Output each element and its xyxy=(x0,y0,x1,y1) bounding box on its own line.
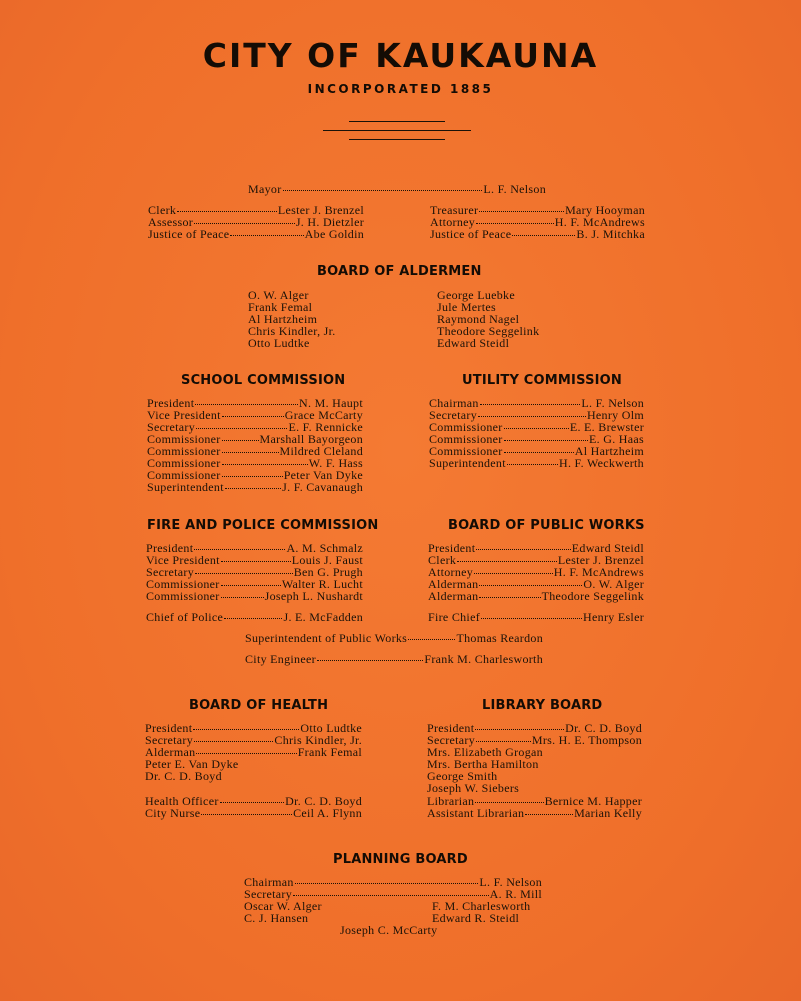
role-label: President xyxy=(428,541,476,555)
official-row-mayor xyxy=(248,183,546,195)
planning-member: Joseph C. McCarty xyxy=(340,923,438,937)
member-name: Thomas Reardon xyxy=(456,631,543,645)
health-member: Dr. C. D. Boyd xyxy=(145,769,222,783)
member-name: E. G. Haas xyxy=(589,432,644,446)
chief-of-police-row xyxy=(146,611,363,623)
member-name: Frank Femal xyxy=(297,745,362,759)
library-member: Mrs. Elizabeth Grogan xyxy=(427,745,543,759)
member-name: Lester J. Brenzel xyxy=(557,553,644,567)
fire-chief-row xyxy=(428,611,644,623)
member-name: Marshall Bayorgeon xyxy=(259,432,363,446)
alderman-name: Edward Steidl xyxy=(437,336,510,350)
member-name: Henry Esler xyxy=(583,610,644,624)
alderman-name: O. W. Alger xyxy=(248,288,309,302)
alderman-name: Al Hartzheim xyxy=(248,312,318,326)
public-works-row xyxy=(428,590,644,602)
official-label: Attorney xyxy=(430,215,476,229)
member-name: Bernice M. Happer xyxy=(544,794,642,808)
member-name: O. W. Alger xyxy=(583,577,644,591)
alderman-name: George Luebke xyxy=(437,288,515,302)
heading-utility-commission: UTILITY COMMISSION xyxy=(462,373,622,388)
member-name: W. F. Hass xyxy=(308,456,363,470)
heading-school-commission: SCHOOL COMMISSION xyxy=(181,373,346,388)
divider-rule xyxy=(323,130,471,131)
role-label: Clerk xyxy=(428,553,457,567)
official-label: Treasurer xyxy=(430,203,479,217)
heading-board-of-aldermen: BOARD OF ALDERMEN xyxy=(317,264,482,279)
role-label: Health Officer xyxy=(145,794,219,808)
page-title: CITY OF KAUKAUNA xyxy=(202,36,599,75)
official-name: B. J. Mitchka xyxy=(576,227,645,241)
role-label: Secretary xyxy=(147,420,196,434)
role-label: Commissioner xyxy=(146,577,220,591)
planning-member: Oscar W. Alger xyxy=(244,899,322,913)
city-engineer-row xyxy=(245,653,543,665)
role-label: Commissioner xyxy=(147,444,221,458)
heading-board-of-health: BOARD OF HEALTH xyxy=(189,698,329,713)
member-name: J. F. Cavanaugh xyxy=(282,480,363,494)
divider-rule xyxy=(349,121,445,122)
member-name: Theodore Seggelink xyxy=(541,589,644,603)
role-label: Vice President xyxy=(147,408,221,422)
member-name: Frank M. Charlesworth xyxy=(424,652,543,666)
member-name: Walter R. Lucht xyxy=(281,577,363,591)
member-name: Joseph L. Nushardt xyxy=(264,589,363,603)
role-label: President xyxy=(147,396,195,410)
heading-planning-board: PLANNING BOARD xyxy=(333,852,468,867)
planning-member: Edward R. Steidl xyxy=(432,911,520,925)
member-name: N. M. Haupt xyxy=(299,396,363,410)
role-label: Vice President xyxy=(146,553,220,567)
member-name: H. F. McAndrews xyxy=(553,565,644,579)
member-name: L. F. Nelson xyxy=(581,396,644,410)
official-label: Mayor xyxy=(248,182,282,196)
role-label: Fire Chief xyxy=(428,610,480,624)
role-label: City Engineer xyxy=(245,652,316,666)
official-name: L. F. Nelson xyxy=(483,182,546,196)
alderman-name: Raymond Nagel xyxy=(437,312,520,326)
alderman-name: Chris Kindler, Jr. xyxy=(248,324,336,338)
member-name: A. M. Schmalz xyxy=(286,541,363,555)
member-name: Dr. C. D. Boyd xyxy=(285,794,362,808)
official-name: Mary Hooyman xyxy=(565,203,645,217)
role-label: Commissioner xyxy=(429,444,503,458)
role-label: Commissioner xyxy=(147,468,221,482)
library-member: George Smith xyxy=(427,769,498,783)
page-subtitle: INCORPORATED 1885 xyxy=(307,82,494,96)
role-label: Chairman xyxy=(244,875,294,889)
library-member: Joseph W. Siebers xyxy=(427,781,520,795)
member-name: Ceil A. Flynn xyxy=(293,806,362,820)
member-name: Peter Van Dyke xyxy=(283,468,363,482)
member-name: Mildred Cleland xyxy=(279,444,363,458)
role-label: Secretary xyxy=(429,408,478,422)
alderman-name: Frank Femal xyxy=(248,300,313,314)
member-name: Henry Olm xyxy=(586,408,644,422)
member-name: Mrs. H. E. Thompson xyxy=(531,733,642,747)
role-label: Commissioner xyxy=(147,456,221,470)
official-name: Abe Goldin xyxy=(304,227,364,241)
role-label: President xyxy=(145,721,193,735)
role-label: Alderman xyxy=(145,745,196,759)
fire-police-row xyxy=(146,590,363,602)
alderman-name: Theodore Seggelink xyxy=(437,324,540,338)
role-label: Assistant Librarian xyxy=(427,806,525,820)
role-label: Secretary xyxy=(427,733,476,747)
member-name: E. F. Rennicke xyxy=(288,420,363,434)
planning-member: C. J. Hansen xyxy=(244,911,309,925)
role-label: Commissioner xyxy=(429,420,503,434)
role-label: Secretary xyxy=(244,887,293,901)
official-name: J. H. Dietzler xyxy=(295,215,364,229)
member-name: J. E. McFadden xyxy=(283,610,363,624)
official-label: Clerk xyxy=(148,203,177,217)
member-name: Ben G. Prugh xyxy=(293,565,363,579)
role-label: President xyxy=(427,721,475,735)
utility-row xyxy=(429,457,644,469)
official-name: H. F. McAndrews xyxy=(554,215,645,229)
member-name: Dr. C. D. Boyd xyxy=(565,721,642,735)
city-nurse-row xyxy=(145,807,362,819)
official-name: Lester J. Brenzel xyxy=(277,203,364,217)
library-member: Mrs. Bertha Hamilton xyxy=(427,757,539,771)
role-label: Secretary xyxy=(145,733,194,747)
role-label: Alderman xyxy=(428,589,479,603)
role-label: City Nurse xyxy=(145,806,201,820)
role-label: Commissioner xyxy=(146,589,220,603)
member-name: Marian Kelly xyxy=(574,806,642,820)
role-label: Secretary xyxy=(146,565,195,579)
supt-public-works-row xyxy=(245,632,543,644)
official-label: Assessor xyxy=(148,215,194,229)
member-name: Al Hartzheim xyxy=(574,444,644,458)
role-label: Superintendent xyxy=(147,480,224,494)
member-name: A. R. Mill xyxy=(489,887,542,901)
heading-board-of-public-works: BOARD OF PUBLIC WORKS xyxy=(448,518,645,533)
member-name: H. F. Weckwerth xyxy=(558,456,644,470)
member-name: Otto Ludtke xyxy=(300,721,362,735)
role-label: Commissioner xyxy=(147,432,221,446)
role-label: Commissioner xyxy=(429,432,503,446)
role-label: President xyxy=(146,541,194,555)
planning-member: F. M. Charlesworth xyxy=(432,899,531,913)
role-label: Attorney xyxy=(428,565,474,579)
assistant-librarian-row xyxy=(427,807,642,819)
role-label: Librarian xyxy=(427,794,475,808)
official-label: Justice of Peace xyxy=(148,227,230,241)
member-name: Edward Steidl xyxy=(571,541,644,555)
role-label: Chief of Police xyxy=(146,610,224,624)
official-row-justice-left xyxy=(148,228,364,240)
member-name: Chris Kindler, Jr. xyxy=(274,733,362,747)
member-name: Louis J. Faust xyxy=(291,553,363,567)
official-row-justice-right xyxy=(430,228,645,240)
official-label: Justice of Peace xyxy=(430,227,512,241)
heading-library-board: LIBRARY BOARD xyxy=(482,698,603,713)
divider-rule xyxy=(349,139,445,140)
school-row xyxy=(147,481,363,493)
role-label: Chairman xyxy=(429,396,479,410)
role-label: Superintendent xyxy=(429,456,506,470)
role-label: Alderman xyxy=(428,577,479,591)
member-name: Grace McCarty xyxy=(284,408,363,422)
heading-fire-and-police-commission: FIRE AND POLICE COMMISSION xyxy=(147,518,379,533)
alderman-name: Jule Mertes xyxy=(437,300,496,314)
health-member: Peter E. Van Dyke xyxy=(145,757,239,771)
alderman-name: Otto Ludtke xyxy=(248,336,310,350)
role-label: Superintendent of Public Works xyxy=(245,631,408,645)
member-name: E. E. Brewster xyxy=(569,420,644,434)
member-name: L. F. Nelson xyxy=(479,875,542,889)
